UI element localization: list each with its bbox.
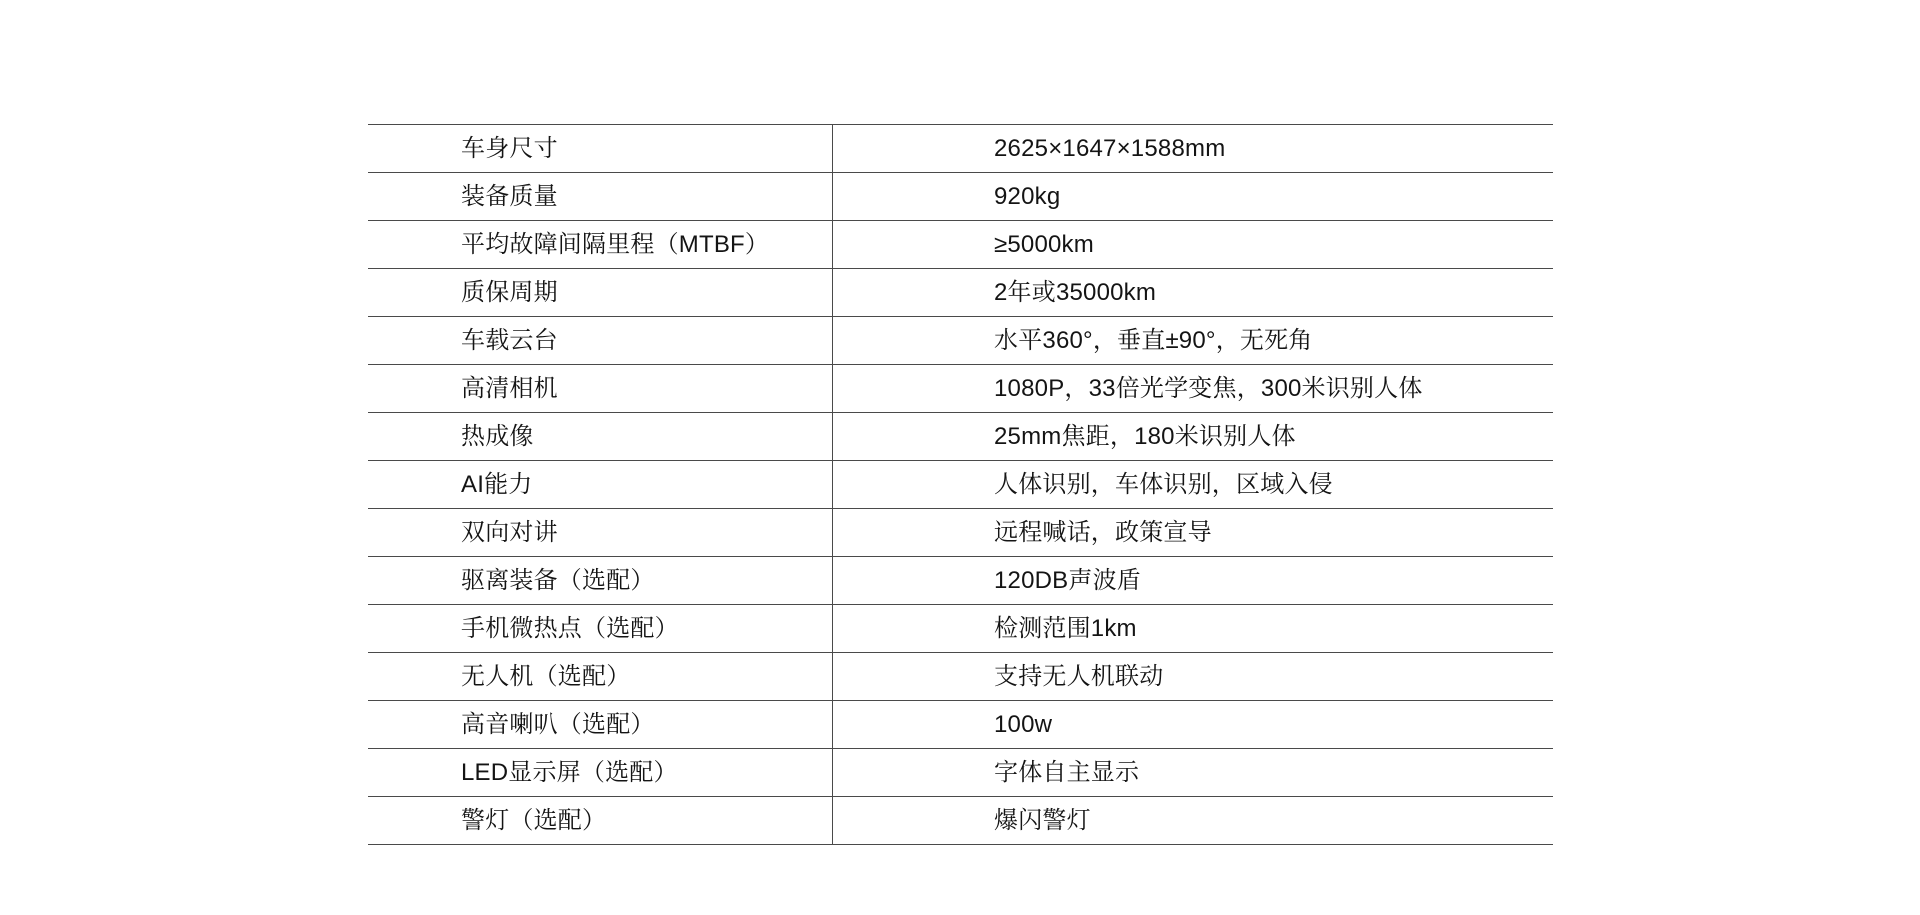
spec-label: 无人机（选配） [461, 662, 631, 690]
spec-value-cell [833, 173, 1553, 220]
spec-label: 高音喇叭（选配） [461, 710, 655, 738]
spec-label-cell [368, 413, 833, 460]
spec-value: 920kg [994, 182, 1061, 210]
spec-value-cell [833, 125, 1553, 172]
spec-label-cell [368, 749, 833, 796]
table-row [368, 701, 1553, 749]
spec-label: 车载云台 [461, 326, 558, 354]
spec-label-cell [368, 461, 833, 508]
table-row [368, 653, 1553, 701]
spec-label-cell [368, 365, 833, 412]
spec-value-cell [833, 797, 1553, 844]
spec-label: AI能力 [461, 470, 533, 498]
spec-value: 25mm焦距，180米识别人体 [994, 422, 1296, 450]
spec-value-cell [833, 413, 1553, 460]
spec-value: 支持无人机联动 [994, 662, 1164, 690]
spec-value: 水平360°，垂直±90°，无死角 [994, 326, 1313, 354]
spec-label: 平均故障间隔里程（MTBF） [461, 230, 770, 258]
table-row [368, 413, 1553, 461]
spec-value: 120DB声波盾 [994, 566, 1141, 594]
spec-label: 车身尺寸 [461, 134, 558, 162]
spec-label-cell [368, 557, 833, 604]
spec-value-cell [833, 365, 1553, 412]
spec-label-cell [368, 173, 833, 220]
spec-value-cell [833, 509, 1553, 556]
table-row [368, 749, 1553, 797]
table-row [368, 509, 1553, 557]
spec-label-cell [368, 605, 833, 652]
spec-value-cell [833, 653, 1553, 700]
spec-value: 2年或35000km [994, 278, 1157, 306]
table-row [368, 797, 1553, 845]
spec-label-cell [368, 509, 833, 556]
spec-value: ≥5000km [994, 230, 1094, 258]
table-row [368, 221, 1553, 269]
spec-label: 高清相机 [461, 374, 558, 402]
table-row [368, 605, 1553, 653]
spec-label: 警灯（选配） [461, 806, 607, 834]
table-row [368, 461, 1553, 509]
spec-label: 热成像 [461, 422, 534, 450]
spec-label-cell [368, 797, 833, 844]
spec-label: 装备质量 [461, 182, 558, 210]
spec-value-cell [833, 701, 1553, 748]
spec-label-cell [368, 125, 833, 172]
spec-value: 字体自主显示 [994, 758, 1140, 786]
spec-label-cell [368, 653, 833, 700]
spec-value-cell [833, 605, 1553, 652]
spec-value: 2625×1647×1588mm [994, 134, 1226, 162]
table-row [368, 269, 1553, 317]
table-row [368, 557, 1553, 605]
spec-label: 手机微热点（选配） [461, 614, 679, 642]
spec-value-cell [833, 269, 1553, 316]
spec-label-cell [368, 317, 833, 364]
spec-value-cell [833, 461, 1553, 508]
spec-value-cell [833, 557, 1553, 604]
spec-label: 质保周期 [461, 278, 558, 306]
spec-value: 远程喊话，政策宣导 [994, 518, 1212, 546]
spec-label: 双向对讲 [461, 518, 558, 546]
spec-value: 1080P，33倍光学变焦，300米识别人体 [994, 374, 1423, 402]
spec-label: LED显示屏（选配） [461, 758, 678, 786]
spec-value: 爆闪警灯 [994, 806, 1091, 834]
spec-value: 人体识别，车体识别，区域入侵 [994, 470, 1333, 498]
spec-label-cell [368, 221, 833, 268]
spec-value: 检测范围1km [994, 614, 1137, 642]
spec-label-cell [368, 701, 833, 748]
spec-value-cell [833, 317, 1553, 364]
table-row [368, 125, 1553, 173]
spec-table [368, 124, 1553, 845]
spec-value-cell [833, 221, 1553, 268]
spec-label: 驱离装备（选配） [461, 566, 655, 594]
spec-value-cell [833, 749, 1553, 796]
table-row [368, 365, 1553, 413]
spec-label-cell [368, 269, 833, 316]
spec-value: 100w [994, 710, 1053, 738]
table-row [368, 173, 1553, 221]
table-row [368, 317, 1553, 365]
